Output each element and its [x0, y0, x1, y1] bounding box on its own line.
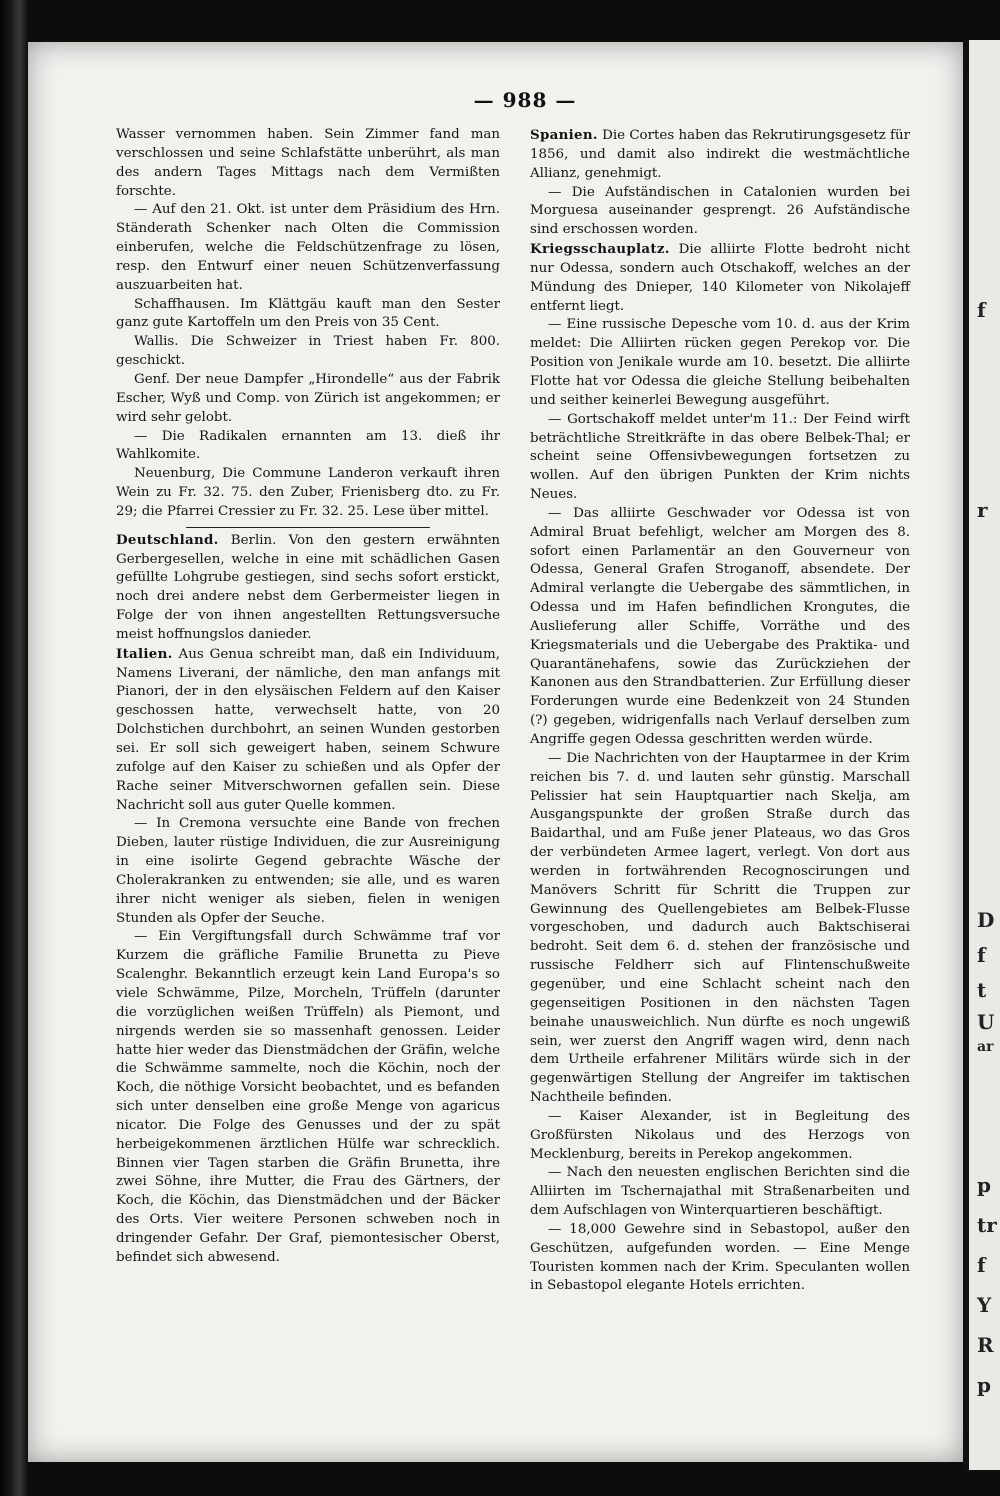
edge-fragment: f: [977, 1253, 986, 1277]
paragraph-text: Die Cortes haben das Rekrutirungsgesetz für 1856, und damit also indirekt die westmächtliche Allianz, genehmigt.: [530, 128, 910, 181]
section-heading: Kriegsschauplatz.: [530, 241, 670, 258]
paragraph-text: Neuenburg, Die Commune Landeron verkauft ihren Wein zu Fr. 32. 75. den Zuber, Frienisberg dto. zu Fr. 29; die Pfarrei Cressier zu Fr. 32. 25. Lese über mittel.: [116, 466, 500, 519]
paragraph: [530, 1164, 910, 1221]
edge-fragment: D: [977, 908, 995, 932]
paragraph-text: — Ein Vergiftungsfall durch Schwämme traf vor Kurzem die gräfliche Familie Brunetta zu Pieve Scalenghr. Bekanntlich erzeugt kein Land Europa's so viele Schwämme, Pilze, Morcheln, Trüffeln (darunter die vorzüglichen weißen Trüffeln) als Piemont, und nirgends werden sie so massenhaft genossen. Leider hatte hier weder das Dienstmädchen der Gräfin, welche die Schwämme sammelte, noch die Köchin, noch der Koch, die nöthige Vorsicht beobachtet, und es befanden sich unter denselben eine große Menge von agaricus nicator. Die Folge des Genusses und der zu spät herbeigekommenen ärztlichen Hülfe war schrecklich. Binnen vier Tagen starben die Gräfin Brunetta, ihre zwei Söhne, ihre Mutter, die Frau des Gärtners, der Koch, die Köchin, das Dienstmädchen und der Bäcker des Orts. Vier weitere Personen schweben noch in dringender Gefahr. Der Graf, piemontesischer Oberst, befindet sich abwesend.: [116, 929, 500, 1265]
edge-fragment: ar: [977, 1039, 994, 1055]
paragraph: [116, 201, 500, 295]
edge-fragment: r: [977, 498, 988, 522]
paragraph-text: Wasser vernommen haben. Sein Zimmer fand man verschlossen und seine Schlafstätte unberührt, als man des andern Tages Mittags nach dem Vermißten forschte.: [116, 127, 500, 199]
paragraph: [116, 531, 500, 645]
left-column: [116, 126, 500, 1268]
paragraph-text: Wallis. Die Schweizer in Triest haben Fr. 800. geschickt.: [116, 334, 500, 369]
paragraph-text: — Gortschakoff meldet unter'm 11.: Der Feind wirft beträchtliche Streitkräfte in das obere Belbek-Thal; er scheint seine Offensivbewegungen fortsetzen zu wollen. Auf den übrigen Punkten der Krim nichts Neues.: [530, 411, 910, 503]
paragraph: [116, 428, 500, 466]
paragraph-text: — Kaiser Alexander, ist in Begleitung des Großfürsten Nikolaus und des Herzogs von Mecklenburg, bereits in Perekop angekommen.: [530, 1108, 910, 1162]
edge-fragment: p: [977, 1373, 991, 1397]
section-divider: [186, 527, 430, 528]
paragraph: [116, 126, 500, 201]
edge-fragment: Y: [977, 1293, 992, 1317]
paragraph: [116, 296, 500, 334]
book-binding-shadow: [0, 0, 28, 1496]
paragraph: [530, 184, 910, 241]
edge-fragment: f: [977, 943, 986, 967]
edge-fragment: U: [977, 1010, 995, 1034]
page-gutter: [963, 40, 969, 1470]
paragraph: [116, 371, 500, 428]
paragraph-text: — Die Aufständischen in Catalonien wurden bei Morguesa auseinander gesprengt. 26 Aufständische sind erschossen worden.: [530, 184, 910, 238]
edge-fragment: tr: [977, 1213, 997, 1237]
page-number: — 988 —: [473, 88, 577, 112]
paragraph-text: — Die Nachrichten von der Hauptarmee in der Krim reichen bis 7. d. und lauten sehr günstig. Marschall Pelissier hat sein Hauptquartier nach Skelja, am Ausgangspunkte der großen Straße durch das Baidarthal, und am Fuße jener Plateaus, wo das Gros der verbündeten Armee lagert, verlegt. Von dort aus werden in fortwährenden Recognoscirungen und Manövers Schritt für Schritt die Truppen zur Gewinnung des Quellengebietes am Belbek-Flusse vorgeschoben, und dadurch auch Baktschiserai bedroht. Seit dem 6. d. stehen der französische und russische Feldherr sich auf Flintenschußweite gegenüber, und eine Schlacht scheint nach den gegenseitigen Positionen in den nächsten Tagen beinahe unausweichlich. Nun dürfte es noch ungewiß sein, wer zuerst den Angriff wagen wird, denn nach dem Urtheile erfahrener Militärs würde sich in der gegenwärtigen Stellung der Angreifer im taktischen Nachtheile befinden.: [530, 750, 910, 1106]
edge-fragment: t: [977, 978, 987, 1002]
paragraph-text: Die alliirte Flotte bedroht nicht nur Odessa, sondern auch Otschakoff, welches an der Mündung des Dnieper, 140 Kilometer von Nikolajeff entfernt liegt.: [530, 242, 910, 314]
paragraph: [530, 1221, 910, 1296]
paragraph: [116, 815, 500, 928]
paragraph-text: Aus Genua schreibt man, daß ein Individuum, Namens Liverani, der nämliche, den man anfangs mit Pianori, der in den elysäischen Feldern auf den Kaiser geschossen hatte, verwechselt hatte, von 20 Dolchstichen durchbohrt, an seinen Wunden gestorben sei. Er soll sich geweigert haben, seinem Schwure zufolge auf den Kaiser zu schießen und als Opfer der Rache seiner Mitverschwornen gefallen sein. Diese Nachricht soll aus guter Quelle kommen.: [116, 646, 500, 813]
paragraph-text: — Die Radikalen ernannten am 13. dieß ihr Wahlkomite.: [116, 428, 500, 463]
paragraph: [116, 645, 500, 816]
paragraph: [116, 465, 500, 522]
paragraph: [530, 411, 910, 505]
paragraph: [116, 333, 500, 371]
edge-fragment: R: [977, 1333, 994, 1357]
edge-fragment: p: [977, 1173, 991, 1197]
next-page-edge: [963, 40, 1000, 1470]
paragraph-text: — Das alliirte Geschwader vor Odessa ist von Admiral Bruat befehligt, welcher am Morgen des 8. sofort einen Parlamentär an den Gouverneur von Odessa, General Grafen Stroganoff, absendete. Der Admiral verlangte die Uebergabe des sämmtlichen, in Odessa und im Hafen befindlichen Krongutes, die Auslieferung aller Schiffe, Vorräthe und des Kriegsmaterials und die Uebergabe des Praktika- und Quarantänehafens, sowie das Zurückziehen der Kanonen aus den Strandbatterien. Zur Erfüllung dieser Forderungen wurde eine Bedenkzeit von 24 Stunden (?) gegeben, widrigenfalls nach Verlauf derselben zum Angriffe gegen Odessa geschritten werden würde.: [530, 505, 910, 747]
paragraph-text: Genf. Der neue Dampfer „Hirondelle“ aus der Fabrik Escher, Wyß und Comp. von Zürich ist angekommen; er wird sehr gelobt.: [116, 371, 500, 425]
section-heading: Deutschland.: [116, 531, 219, 548]
paragraph: [530, 505, 910, 750]
paragraph-text: Schaffhausen. Im Klättgäu kauft man den Sester ganz gute Kartoffeln um den Preis von 35 Cent.: [116, 296, 500, 331]
paragraph: [116, 928, 500, 1267]
edge-fragment: f: [977, 298, 986, 322]
paragraph-text: Berlin. Von den gestern erwähnten Gerbergesellen, welche in eine mit schädlichen Gasen gefüllte Lohgrube gestiegen, sind sechs sofort erstickt, noch drei andere nebst dem Gerbermeister liegen in Folge der von ihnen angestellten Rettungsversuche meist hoffnungslos danieder.: [116, 532, 500, 642]
paragraph: [530, 126, 910, 184]
section-heading: Spanien.: [530, 127, 598, 143]
paragraph-text: — Nach den neuesten englischen Berichten sind die Alliirten im Tschernajathal mit Straßenarbeiten und dem Aufschlagen von Winterquartieren beschäftigt.: [530, 1165, 910, 1219]
paragraph: [530, 240, 910, 316]
paragraph-text: — 18,000 Gewehre sind in Sebastopol, außer den Geschützen, aufgefunden worden. — Eine Menge Touristen kommen nach der Krim. Speculanten wollen in Sebastopol elegante Hotels errichten.: [530, 1221, 910, 1294]
section-heading: Italien.: [116, 645, 173, 662]
right-column: [530, 126, 910, 1296]
paragraph-text: — Eine russische Depesche vom 10. d. aus der Krim meldet: Die Alliirten rücken gegen Perekop vor. Die Position von Jenikale wurde am 10. besetzt. Die alliirte Flotte hat vor Odessa die gleiche Stellung beibehalten und seither keinerlei Bewegung ausgeführt.: [530, 317, 910, 408]
paragraph: [530, 1108, 910, 1165]
paragraph: [530, 316, 910, 410]
paragraph-text: — Auf den 21. Okt. ist unter dem Präsidium des Hrn. Ständerath Schenker nach Olten die Commission einberufen, welche die Feldschützenfrage zu lösen, resp. den Entwurf einer neuen Schützenverfassung auszuarbeiten hat.: [116, 202, 500, 293]
paragraph-text: — In Cremona versuchte eine Bande von frechen Dieben, lauter rüstige Individuen, die zur Ausreinigung in eine isolirte Gegend gebrachte Wäsche der Cholerakranken zu entwenden; sie alle, und es waren ihrer nicht weniger als sieben, fielen in wenigen Stunden als Opfer der Seuche.: [116, 816, 500, 926]
paragraph: [530, 750, 910, 1108]
